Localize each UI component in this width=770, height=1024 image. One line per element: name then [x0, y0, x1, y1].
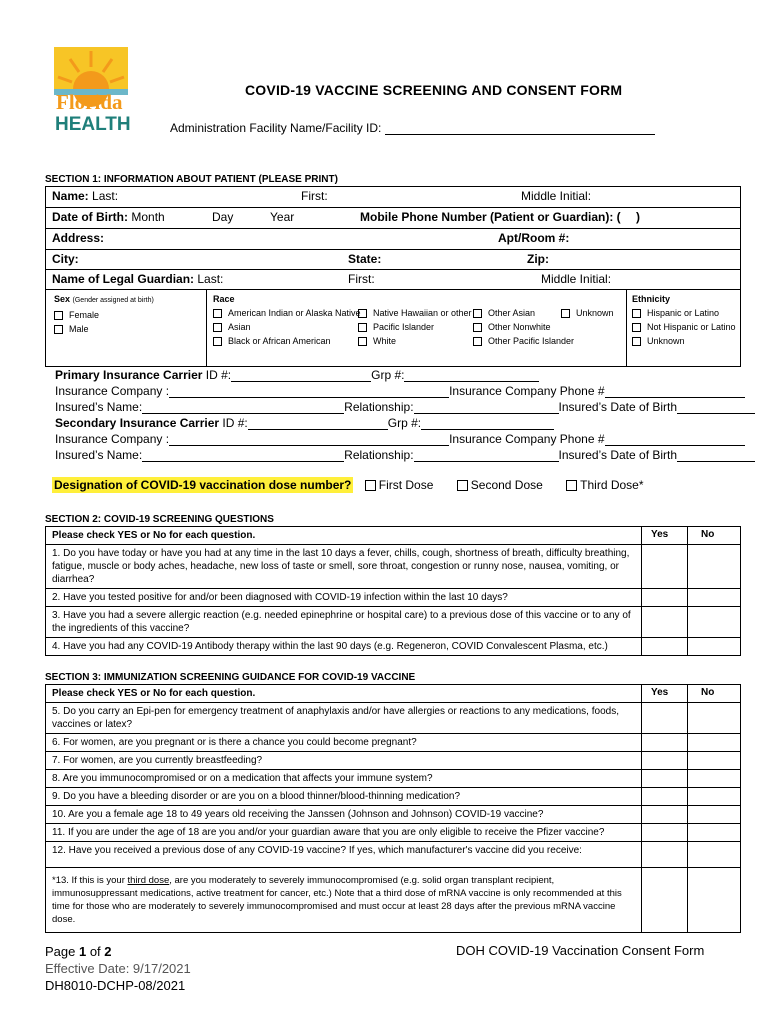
- name-row[interactable]: [46, 187, 740, 208]
- race-option-label: Native Hawaiian or other: [373, 308, 472, 318]
- sex-label: Sex: [54, 294, 71, 304]
- city-label: City:: [52, 252, 79, 266]
- note-rest: , are you moderately to severely immunocompromised (e.g. solid organ transplant recipient, immunosuppressant medications, active treatment for cancer, etc.) Note that a third dose of mRNA vaccine is only recommended at this time for those who are moderately to severely immunocompromised and must occur at least 28 days after the previous mRNA vaccine dose.: [52, 875, 622, 925]
- insured-dob-label: Insured’s Date of Birth: [558, 448, 678, 462]
- checkbox[interactable]: [213, 323, 222, 332]
- primary-insured-line[interactable]: [55, 400, 755, 414]
- race-option-label: American Indian or Alaska Native: [228, 308, 361, 318]
- dob-month-label: Month: [131, 210, 165, 224]
- grp-input-line[interactable]: [421, 418, 554, 430]
- question-text: 6. For women, are you pregnant or is there a chance you could become pregnant?: [52, 737, 417, 748]
- dob-year-label: Year: [270, 210, 295, 224]
- state-label: State:: [348, 252, 382, 266]
- question-row[interactable]: [46, 638, 740, 655]
- apt-label: Apt/Room #:: [498, 231, 570, 245]
- first-name-label: First:: [301, 189, 328, 203]
- section2-table: [45, 526, 741, 656]
- section3-heading: SECTION 3: IMMUNIZATION SCREENING GUIDANCE FOR COVID-19 VACCINE: [45, 672, 416, 683]
- dose-option-label: Second Dose: [470, 478, 543, 492]
- insured-dob-label: Insured’s Date of Birth: [558, 400, 678, 414]
- checkbox[interactable]: [457, 480, 468, 491]
- checkbox[interactable]: [566, 480, 577, 491]
- section1-heading: SECTION 1: INFORMATION ABOUT PATIENT (PLEASE PRINT): [45, 174, 338, 185]
- dose-option-third[interactable]: [566, 478, 643, 492]
- insured-dob-input-line[interactable]: [677, 450, 755, 462]
- insured-name-label: Insured’s Name:: [55, 448, 143, 462]
- sex-option-label: Female: [69, 310, 100, 320]
- id-label: ID #:: [205, 368, 232, 382]
- question-row-third-dose[interactable]: [46, 868, 740, 932]
- third-dose-note: [46, 872, 641, 928]
- sex-option-label: Male: [69, 324, 89, 334]
- instruction: Please check YES or No for each question.: [52, 530, 256, 541]
- race-option-label: Unknown: [576, 308, 614, 318]
- address-row[interactable]: [46, 229, 740, 250]
- table-header-row: [46, 527, 740, 545]
- race-option-label: Other Pacific Islander: [488, 336, 575, 346]
- checkbox[interactable]: [473, 337, 482, 346]
- table-header-row: [46, 685, 740, 703]
- yes-header: Yes: [651, 687, 669, 698]
- company-phone-input-line[interactable]: [605, 434, 745, 446]
- question-row[interactable]: [46, 703, 740, 734]
- secondary-carrier-label: Secondary Insurance Carrier: [55, 416, 220, 430]
- yes-header: Yes: [651, 529, 669, 540]
- question-row[interactable]: [46, 589, 740, 607]
- checkbox[interactable]: [365, 480, 376, 491]
- question-row[interactable]: [46, 770, 740, 788]
- dose-designation: [52, 478, 644, 492]
- question-text: 8. Are you immunocompromised or on a medication that affects your immune system?: [52, 773, 433, 784]
- race-label: Race: [213, 294, 235, 304]
- dose-option-second[interactable]: [457, 478, 543, 492]
- florida-health-logo: [52, 45, 130, 133]
- dose-option-label: Third Dose*: [580, 478, 644, 492]
- insured-name-label: Insured’s Name:: [55, 400, 143, 414]
- race-option-label: Black or African American: [228, 336, 331, 346]
- instruction: Please check YES or No for each question.: [52, 688, 256, 699]
- page-number: [45, 943, 191, 960]
- race-option-label: Asian: [228, 322, 251, 332]
- ethnicity-cell: [626, 290, 740, 366]
- secondary-id-line[interactable]: [55, 416, 554, 430]
- page-of: of: [86, 944, 105, 959]
- sun-logo-icon: [52, 45, 130, 133]
- race-option[interactable]: [358, 306, 478, 320]
- note-prefix: *13. If this is your: [52, 875, 128, 886]
- question-row[interactable]: [46, 607, 740, 638]
- question-text: 11. If you are under the age of 18 are you and/or your guardian aware that you are only eligible to receive the Pfizer vaccine?: [52, 827, 605, 838]
- guardian-middle-label: Middle Initial:: [541, 272, 612, 286]
- insured-name-input-line[interactable]: [142, 450, 344, 462]
- relationship-input-line[interactable]: [414, 450, 559, 462]
- race-option-label: Pacific Islander: [373, 322, 435, 332]
- sex-option-female[interactable]: [46, 308, 206, 322]
- checkbox[interactable]: [213, 337, 222, 346]
- race-option[interactable]: [213, 320, 363, 334]
- race-option-label: White: [373, 336, 397, 346]
- question-text: 7. For women, are you currently breastfeeding?: [52, 755, 263, 766]
- grp-label: Grp #:: [387, 416, 422, 430]
- question-row[interactable]: [46, 734, 740, 752]
- logo-text-florida: Florida: [56, 90, 123, 114]
- section3-table: [45, 684, 741, 933]
- company-phone-label: Insurance Company Phone #: [449, 432, 605, 446]
- checkbox[interactable]: [561, 309, 570, 318]
- ethnicity-option[interactable]: [626, 306, 740, 320]
- race-option-label: Other Asian: [488, 308, 536, 318]
- ethnicity-option-label: Hispanic or Latino: [647, 308, 720, 318]
- ethnicity-label: Ethnicity: [632, 294, 671, 304]
- checkbox[interactable]: [632, 323, 641, 332]
- question-text: 3. Have you had a severe allergic reaction (e.g. needed epinephrine or hospital care) to a previous dose of this vaccine or to any of the ingredients of this vaccine?: [52, 610, 631, 634]
- phone-close-paren: ): [636, 210, 640, 224]
- question-text: 9. Do you have a bleeding disorder or are you on a blood thinner/blood-thinning medication?: [52, 791, 461, 802]
- id-label: ID #:: [222, 416, 248, 430]
- race-option[interactable]: [473, 320, 583, 334]
- company-input-line[interactable]: [169, 386, 449, 398]
- middle-initial-label: Middle Initial:: [521, 189, 592, 203]
- patient-info-box: [45, 186, 741, 367]
- dose-designation-label: Designation of COVID-19 vaccination dose number?: [54, 478, 352, 492]
- page-current: 1: [78, 944, 87, 959]
- form-title: COVID-19 VACCINE SCREENING AND CONSENT FORM: [245, 82, 623, 98]
- primary-carrier-label: Primary Insurance Carrier: [55, 368, 203, 382]
- question-row[interactable]: [46, 788, 740, 806]
- race-option[interactable]: [358, 320, 478, 334]
- company-phone-label: Insurance Company Phone #: [449, 384, 605, 398]
- checkbox[interactable]: [358, 337, 367, 346]
- company-input-line[interactable]: [169, 434, 449, 446]
- name-label: Name:: [52, 189, 89, 203]
- question-row[interactable]: [46, 806, 740, 824]
- race-option[interactable]: [213, 334, 363, 348]
- question-row[interactable]: [46, 824, 740, 842]
- facility-label: Administration Facility Name/Facility ID:: [170, 121, 382, 135]
- secondary-company-line[interactable]: [55, 432, 745, 446]
- relationship-input-line[interactable]: [414, 402, 559, 414]
- ethnicity-option-label: Not Hispanic or Latino: [647, 322, 736, 332]
- race-option[interactable]: [358, 334, 478, 348]
- section2-heading: SECTION 2: COVID-19 SCREENING QUESTIONS: [45, 514, 274, 525]
- facility-field[interactable]: [170, 121, 655, 135]
- insured-name-input-line[interactable]: [142, 402, 344, 414]
- question-text: 2. Have you tested positive for and/or been diagnosed with COVID-19 infection within the last 10 days?: [52, 592, 508, 603]
- sex-note: (Gender assigned at birth): [72, 297, 154, 304]
- checkbox[interactable]: [473, 309, 482, 318]
- dob-label: Date of Birth:: [52, 210, 128, 224]
- id-input-line[interactable]: [248, 418, 388, 430]
- insured-dob-input-line[interactable]: [677, 402, 755, 414]
- zip-label: Zip:: [527, 252, 549, 266]
- checkbox[interactable]: [54, 311, 63, 320]
- checkbox[interactable]: [358, 323, 367, 332]
- phone-label: Mobile Phone Number (Patient or Guardian): (: [360, 210, 621, 224]
- ethnicity-option-label: Unknown: [647, 336, 685, 346]
- secondary-insured-line[interactable]: [55, 448, 755, 462]
- guardian-label: Name of Legal Guardian:: [52, 272, 195, 286]
- question-text: 4. Have you had any COVID-19 Antibody therapy within the last 90 days (e.g. Regeneron, COVID Convalescent Plasma, etc.): [52, 641, 608, 652]
- facility-input-line[interactable]: [385, 122, 655, 135]
- race-option-unknown[interactable]: [561, 306, 614, 320]
- relationship-label: Relationship:: [344, 448, 414, 462]
- guardian-last-label: Last:: [197, 272, 224, 286]
- race-option[interactable]: [213, 306, 363, 320]
- ethnicity-option[interactable]: [626, 334, 740, 348]
- footer-left: [45, 943, 191, 994]
- checkbox[interactable]: [358, 309, 367, 318]
- grp-input-line[interactable]: [404, 370, 539, 382]
- relationship-label: Relationship:: [344, 400, 414, 414]
- no-header: No: [701, 687, 715, 698]
- logo-text-health: HEALTH: [55, 114, 130, 133]
- race-option-label: Other Nonwhite: [488, 322, 551, 332]
- dose-option-label: First Dose: [378, 478, 434, 492]
- sex-option-male[interactable]: [46, 322, 206, 336]
- city-row[interactable]: [46, 250, 740, 270]
- question-row[interactable]: [46, 752, 740, 770]
- no-header: No: [701, 529, 715, 540]
- note-underlined: third dose: [127, 875, 170, 886]
- page-total: 2: [104, 944, 112, 959]
- dose-option-first[interactable]: [365, 478, 434, 492]
- question-text: 10. Are you a female age 18 to 49 years old receiving the Janssen (Johnson and Johnson) COVID-19 vaccine?: [52, 809, 544, 820]
- form-code: DH8010-DCHP-08/2021: [45, 978, 186, 993]
- sex-cell: [46, 290, 207, 366]
- question-row[interactable]: [46, 842, 740, 868]
- address-label: Address:: [52, 231, 105, 245]
- last-name-label: Last:: [92, 189, 119, 203]
- question-text: 1. Do you have today or have you had at any time in the last 10 days a fever, chills, cough, shortness of breath, difficulty breathing, fatigue, muscle or body aches, headache, new loss of taste or smell, sore throat, congestion or runny nose, nausea, vomiting, or diarrhea?: [52, 548, 630, 585]
- checkbox[interactable]: [632, 309, 641, 318]
- company-phone-input-line[interactable]: [605, 386, 745, 398]
- form-name: DOH COVID-19 Vaccination Consent Form: [456, 943, 705, 958]
- question-row[interactable]: [46, 545, 740, 589]
- ethnicity-option[interactable]: [626, 320, 740, 334]
- question-text: 5. Do you carry an Epi-pen for emergency treatment of anaphylaxis and/or have allergies or reactions to any medications, foods, vaccines or latex?: [52, 706, 619, 730]
- checkbox[interactable]: [213, 309, 222, 318]
- dob-row[interactable]: [46, 208, 740, 229]
- checkbox[interactable]: [473, 323, 482, 332]
- page-prefix: Page: [45, 944, 79, 959]
- dob-day-label: Day: [212, 210, 234, 224]
- company-label: Insurance Company :: [55, 432, 170, 446]
- grp-label: Grp #:: [371, 368, 405, 382]
- primary-company-line[interactable]: [55, 384, 745, 398]
- primary-id-line[interactable]: [55, 368, 539, 382]
- question-text: 12. Have you received a previous dose of any COVID-19 vaccine? If yes, which manufacturer's vaccine did you receive:: [52, 845, 582, 856]
- guardian-first-label: First:: [348, 272, 375, 286]
- checkbox[interactable]: [54, 325, 63, 334]
- id-input-line[interactable]: [231, 370, 371, 382]
- guardian-row[interactable]: [46, 270, 740, 290]
- race-cell: [206, 290, 627, 366]
- race-option[interactable]: [473, 334, 583, 348]
- effective-date: Effective Date: 9/17/2021: [45, 961, 191, 976]
- company-label: Insurance Company :: [55, 384, 170, 398]
- checkbox[interactable]: [632, 337, 641, 346]
